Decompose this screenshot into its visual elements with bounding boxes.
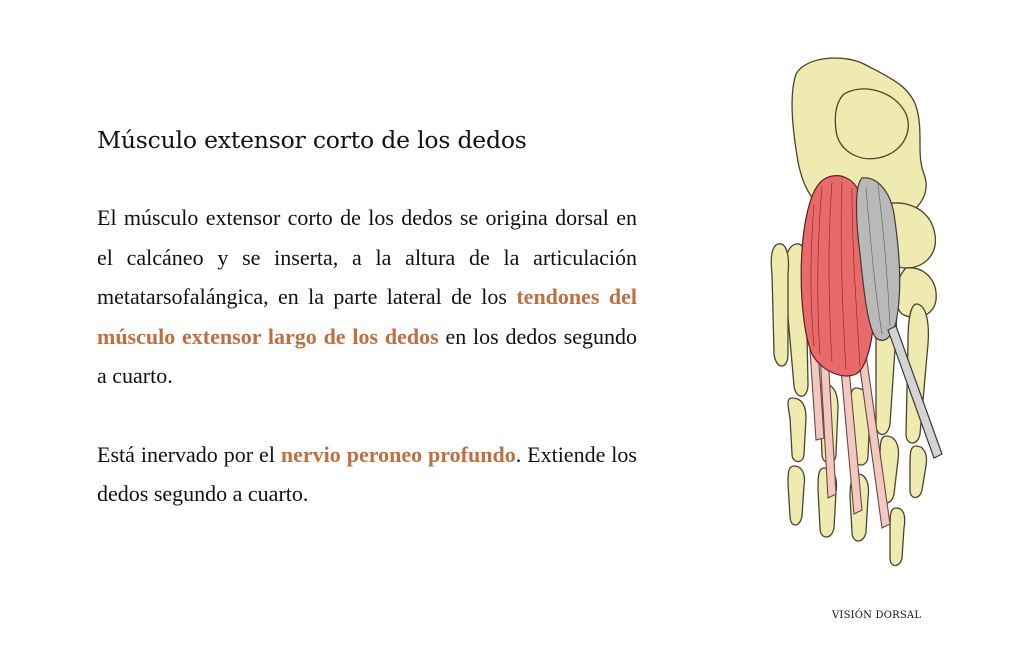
phalanx-bone [890,508,905,566]
main-content [97,126,637,514]
paragraph-text: Está inervado por el [97,441,281,467]
phalanx-bone [788,398,806,462]
foot-dorsal-illustration [766,54,966,574]
paragraph-text: . Extiende los dedos segundo a cuarto. [97,441,637,506]
phalanx-bone [910,446,927,498]
paragraph-text: El músculo extensor corto de los dedos se origina dorsal en el calcáneo y se inserta, a la altura de la articulación metatarsofalángica, en la parte lateral de los [97,205,637,309]
page-title: Músculo extensor corto de los dedos [97,126,527,154]
link-nervio-peroneo-profundo[interactable]: nervio peroneo profundo [280,441,516,467]
paragraph-text: en los dedos segundo a cuarto. [97,323,638,388]
phalanx-bone [788,466,805,525]
link-extensor-largo-tendons[interactable]: tendones del músculo extensor largo de los dedos [97,284,637,349]
figure-caption: VISIÓN DORSAL [832,610,922,621]
innervation-paragraph [97,435,637,514]
metatarsal-bone [771,244,788,366]
description-paragraph [97,198,637,396]
